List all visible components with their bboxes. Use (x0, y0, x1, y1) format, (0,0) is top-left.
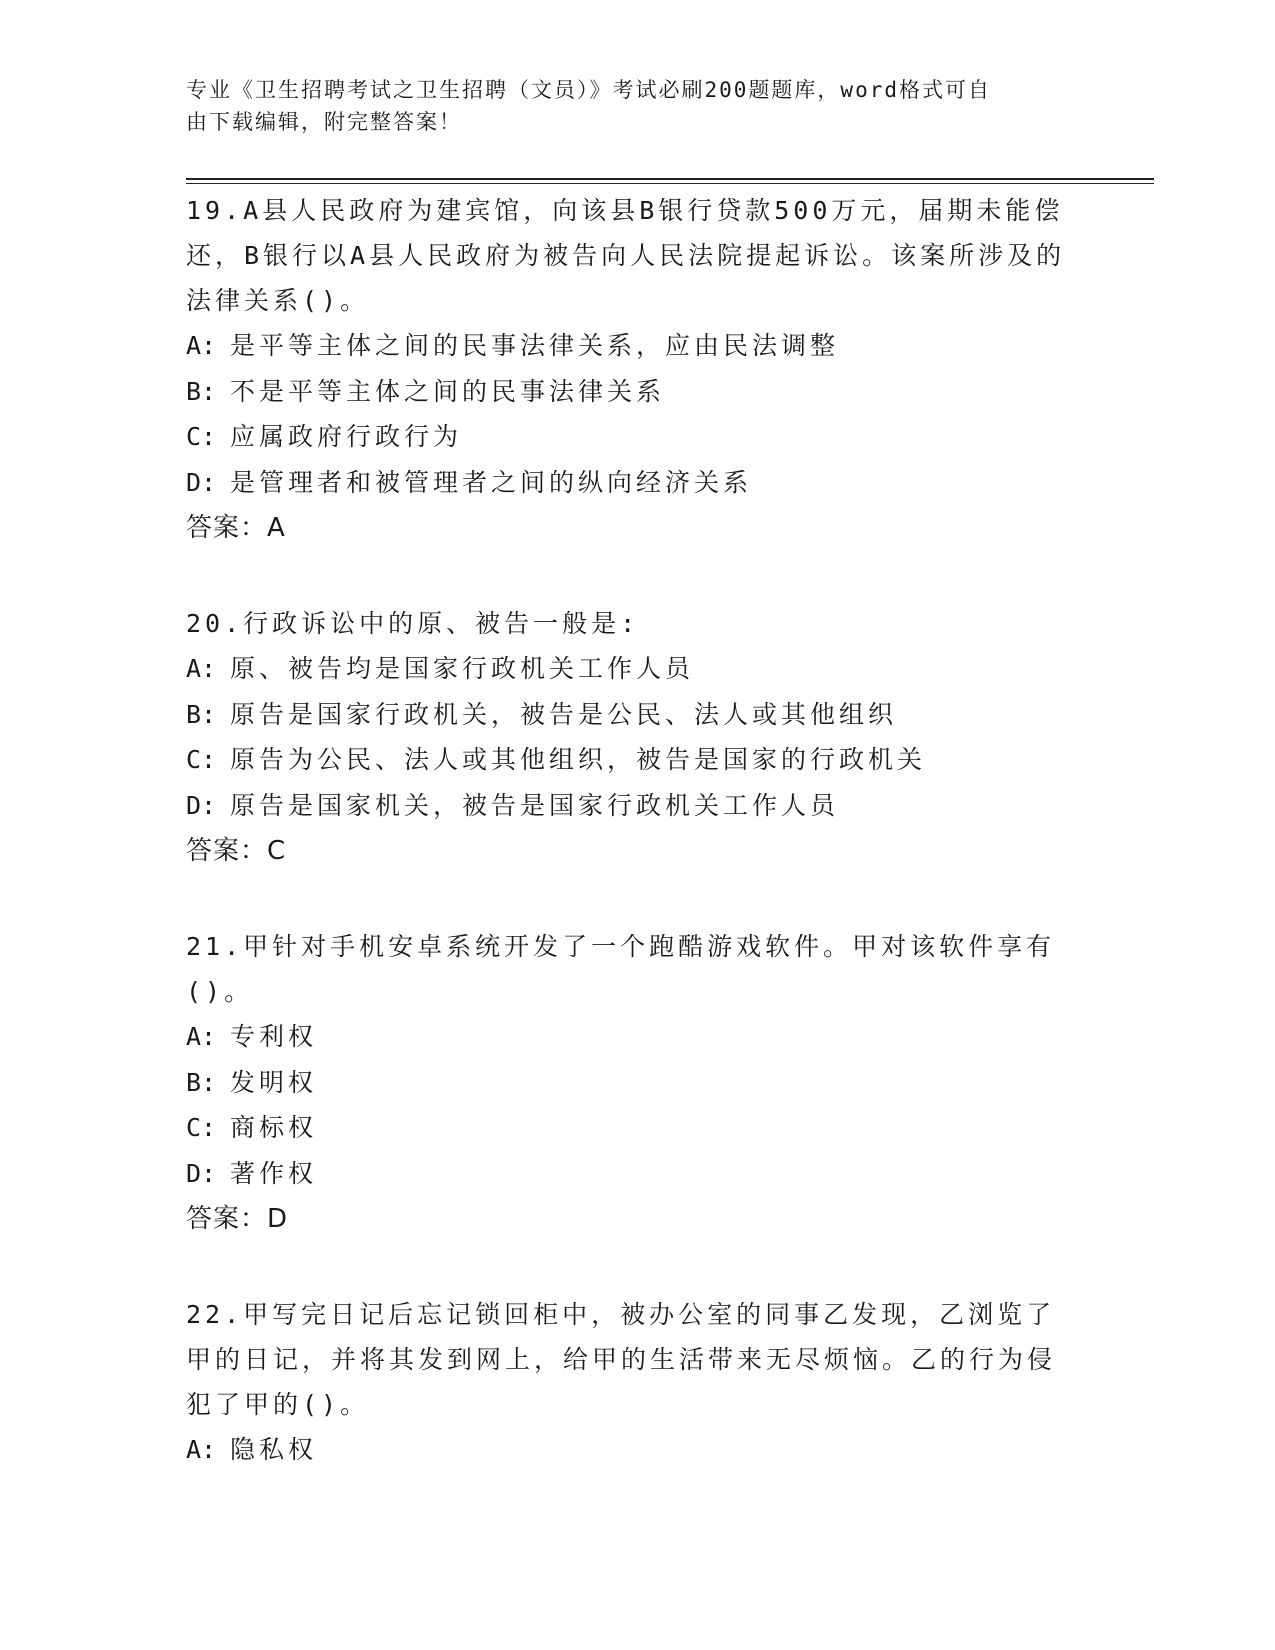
option-a (186, 1014, 1076, 1060)
option-text: 原告是国家机关，被告是国家行政机关工作人员 (230, 790, 840, 820)
option-text: 是管理者和被管理者之间的纵向经济关系 (230, 467, 753, 497)
option-text: 是平等主体之间的民事法律关系，应由民法调整 (230, 331, 840, 360)
option-letter: A: (186, 1435, 217, 1464)
option-text: 商标权 (230, 1113, 318, 1142)
document-header (186, 74, 1086, 138)
option-letter: C: (186, 422, 217, 451)
option-letter: D: (186, 1158, 217, 1188)
option-text: 著作权 (230, 1158, 318, 1188)
option-text: 原告是国家行政机关，被告是公民、法人或其他组织 (230, 699, 898, 729)
option-letter: A: (186, 1022, 217, 1051)
option-text: 专利权 (230, 1022, 318, 1051)
option-b (186, 1060, 1076, 1106)
option-c (186, 414, 1076, 460)
option-letter: B: (186, 1067, 217, 1097)
option-a (186, 323, 1076, 369)
option-d (186, 783, 1076, 829)
option-letter: D: (186, 790, 217, 820)
option-c (186, 1105, 1076, 1151)
question-list (186, 188, 1076, 1523)
option-d (186, 460, 1076, 506)
question-item (186, 924, 1076, 1242)
option-letter: B: (186, 699, 217, 729)
option-a (186, 1427, 1076, 1473)
header-line-2: 由下载编辑，附完整答案！ (186, 110, 462, 134)
header-divider (186, 178, 1154, 184)
option-text: 原、被告均是国家行政机关工作人员 (230, 654, 695, 683)
option-text: 原告为公民、法人或其他组织，被告是国家的行政机关 (230, 745, 927, 774)
option-d (186, 1151, 1076, 1197)
option-text: 应属政府行政行为 (230, 422, 463, 451)
question-item (186, 1292, 1076, 1473)
question-stem: 22.甲写完日记后忘记锁回柜中，被办公室的同事乙发现，乙浏览了甲的日记，并将其发到网上，给甲的生活带来无尽烦恼。乙的行为侵犯了甲的()。 (186, 1300, 1057, 1419)
answer-label: 答案：C (186, 836, 287, 866)
option-a (186, 646, 1076, 692)
option-letter: C: (186, 745, 217, 774)
option-letter: A: (186, 331, 217, 360)
option-b (186, 369, 1076, 415)
question-stem: 19.A县人民政府为建宾馆，向该县B银行贷款500万元，届期未能偿还，B银行以A县人民政府为被告向人民法院提起诉讼。该案所涉及的法律关系()。 (186, 196, 1066, 315)
option-letter: A: (186, 654, 217, 683)
question-stem: 21.甲针对手机安卓系统开发了一个跑酷游戏软件。甲对该软件享有()。 (186, 932, 1056, 1006)
option-text: 发明权 (230, 1067, 318, 1097)
option-letter: C: (186, 1113, 217, 1142)
option-c (186, 737, 1076, 783)
question-stem: 20.行政诉讼中的原、被告一般是: (186, 609, 640, 638)
answer-label: 答案：A (186, 513, 286, 543)
option-text: 隐私权 (230, 1435, 318, 1464)
option-letter: B: (186, 376, 217, 406)
option-letter: D: (186, 467, 217, 497)
question-item (186, 188, 1076, 551)
option-b (186, 692, 1076, 738)
header-line-1: 专业《卫生招聘考试之卫生招聘（文员）》考试必刷200题题库，word格式可自 (186, 78, 991, 102)
question-item (186, 601, 1076, 874)
option-text: 不是平等主体之间的民事法律关系 (230, 376, 666, 406)
answer-label: 答案：D (186, 1204, 289, 1234)
